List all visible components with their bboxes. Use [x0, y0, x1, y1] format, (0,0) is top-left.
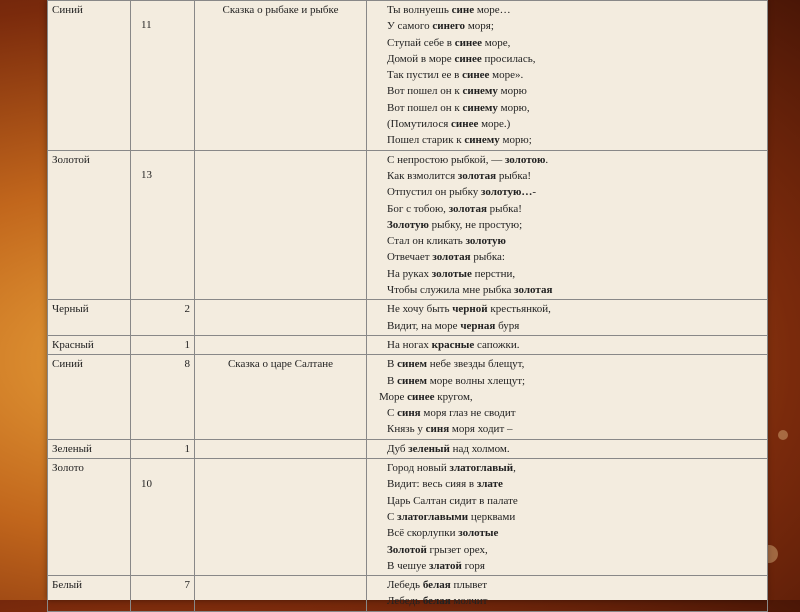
count-cell: 2 [131, 300, 195, 336]
color-name-cell: Золотой [48, 150, 131, 300]
quote-line: На ногах красные сапожки. [387, 338, 520, 351]
quote-line: В чешуе златой горя [387, 559, 485, 572]
color-name-cell: Белый [48, 576, 131, 612]
quote-line: На руках золотые перстни, [387, 267, 516, 280]
document-sheet [47, 0, 767, 608]
tale-title-cell: Сказка о царе Салтане [195, 355, 367, 439]
table-row [48, 576, 768, 612]
tale-title-cell: Сказка о рыбаке и рыбке [195, 1, 367, 151]
tale-title-cell [195, 150, 367, 300]
quote-line: Бог с тобою, золотая рыбка! [387, 202, 522, 215]
color-word-table [47, 0, 768, 612]
quote-lines-cell [367, 1, 768, 151]
count-cell: 8 [131, 355, 195, 439]
quote-lines-cell [367, 439, 768, 458]
quote-lines-cell [367, 335, 768, 354]
quote-line: Лебедь белая молчит [387, 595, 488, 608]
color-name-cell: Синий [48, 1, 131, 151]
count-cell: 13 [131, 150, 195, 300]
quote-line: С синя моря глаз не сводит [387, 407, 516, 420]
quote-line: Дуб зеленый над холмом. [387, 442, 510, 455]
count-cell: 10 [131, 459, 195, 576]
quote-line: Отпустил он рыбку золотую…- [387, 186, 537, 199]
count-cell: 1 [131, 335, 195, 354]
quote-line: Пошел старик к синему морю; [387, 134, 532, 147]
quote-line: Не хочу быть черной крестьянкой, [387, 303, 551, 316]
quote-line: Видит: весь сияя в злате [387, 478, 503, 491]
count-cell: 11 [131, 1, 195, 151]
quote-line: Видит, на море черная буря [387, 319, 520, 332]
tale-title-cell [195, 576, 367, 612]
quote-line: Золотой грызет орех, [387, 543, 488, 556]
quote-line: В синем море волны хлещут; [387, 374, 526, 387]
tale-title-cell [195, 439, 367, 458]
color-name-cell: Золото [48, 459, 131, 576]
quote-line: В синем небе звезды блещут, [387, 358, 525, 371]
table-row [48, 355, 768, 439]
quote-line: Золотую рыбку, не простую; [387, 218, 523, 231]
tale-title-cell [195, 335, 367, 354]
quote-line: Вот пошел он к синему морю, [387, 101, 530, 114]
tale-title-cell [195, 459, 367, 576]
quote-line: Князь у синя моря ходит – [387, 423, 513, 436]
color-name-cell: Красный [48, 335, 131, 354]
quote-line: С непростою рыбкой, — золотою. [387, 153, 549, 166]
quote-line: Ступай себе в синее море, [387, 36, 511, 49]
quote-line: Так пустил ее в синее море». [387, 69, 524, 82]
table-row [48, 300, 768, 336]
quote-line: (Помутилося синее море.) [387, 118, 511, 131]
table-row [48, 1, 768, 151]
quote-line: С златоглавыми церквами [387, 510, 516, 523]
quote-lines-cell [367, 459, 768, 576]
quote-line: Всё скорлупки золотые [387, 527, 499, 540]
quote-line: Домой в море синее просилась, [387, 52, 536, 65]
quote-line: Ты волнуешь сине море… [387, 4, 511, 16]
count-cell: 7 [131, 576, 195, 612]
quote-line: Как взмолится золотая рыбка! [387, 169, 532, 182]
table-row [48, 439, 768, 458]
color-name-cell: Зеленый [48, 439, 131, 458]
quote-line: Отвечает золотая рыбка: [387, 251, 505, 264]
color-name-cell: Синий [48, 355, 131, 439]
quote-line: Город новый златоглавый, [387, 462, 516, 475]
table-row [48, 150, 768, 300]
bokeh-light [778, 430, 788, 440]
quote-lines-cell [367, 300, 768, 336]
quote-line: Море синее кругом, [379, 390, 473, 403]
quote-line: У самого синего моря; [387, 20, 494, 33]
quote-lines-cell [367, 150, 768, 300]
quote-line: Чтобы служила мне рыбка золотая [387, 284, 553, 297]
quote-line: Стал он кликать золотую [387, 235, 506, 248]
table-row [48, 459, 768, 576]
table-row [48, 335, 768, 354]
color-name-cell: Черный [48, 300, 131, 336]
tale-title-cell [195, 300, 367, 336]
quote-lines-cell [367, 355, 768, 439]
count-cell: 1 [131, 439, 195, 458]
quote-line: Вот пошел он к синему морю [387, 85, 527, 98]
quote-line: Лебедь белая плывет [387, 579, 488, 592]
quote-line: Царь Салтан сидит в палате [387, 494, 518, 507]
quote-lines-cell [367, 576, 768, 612]
